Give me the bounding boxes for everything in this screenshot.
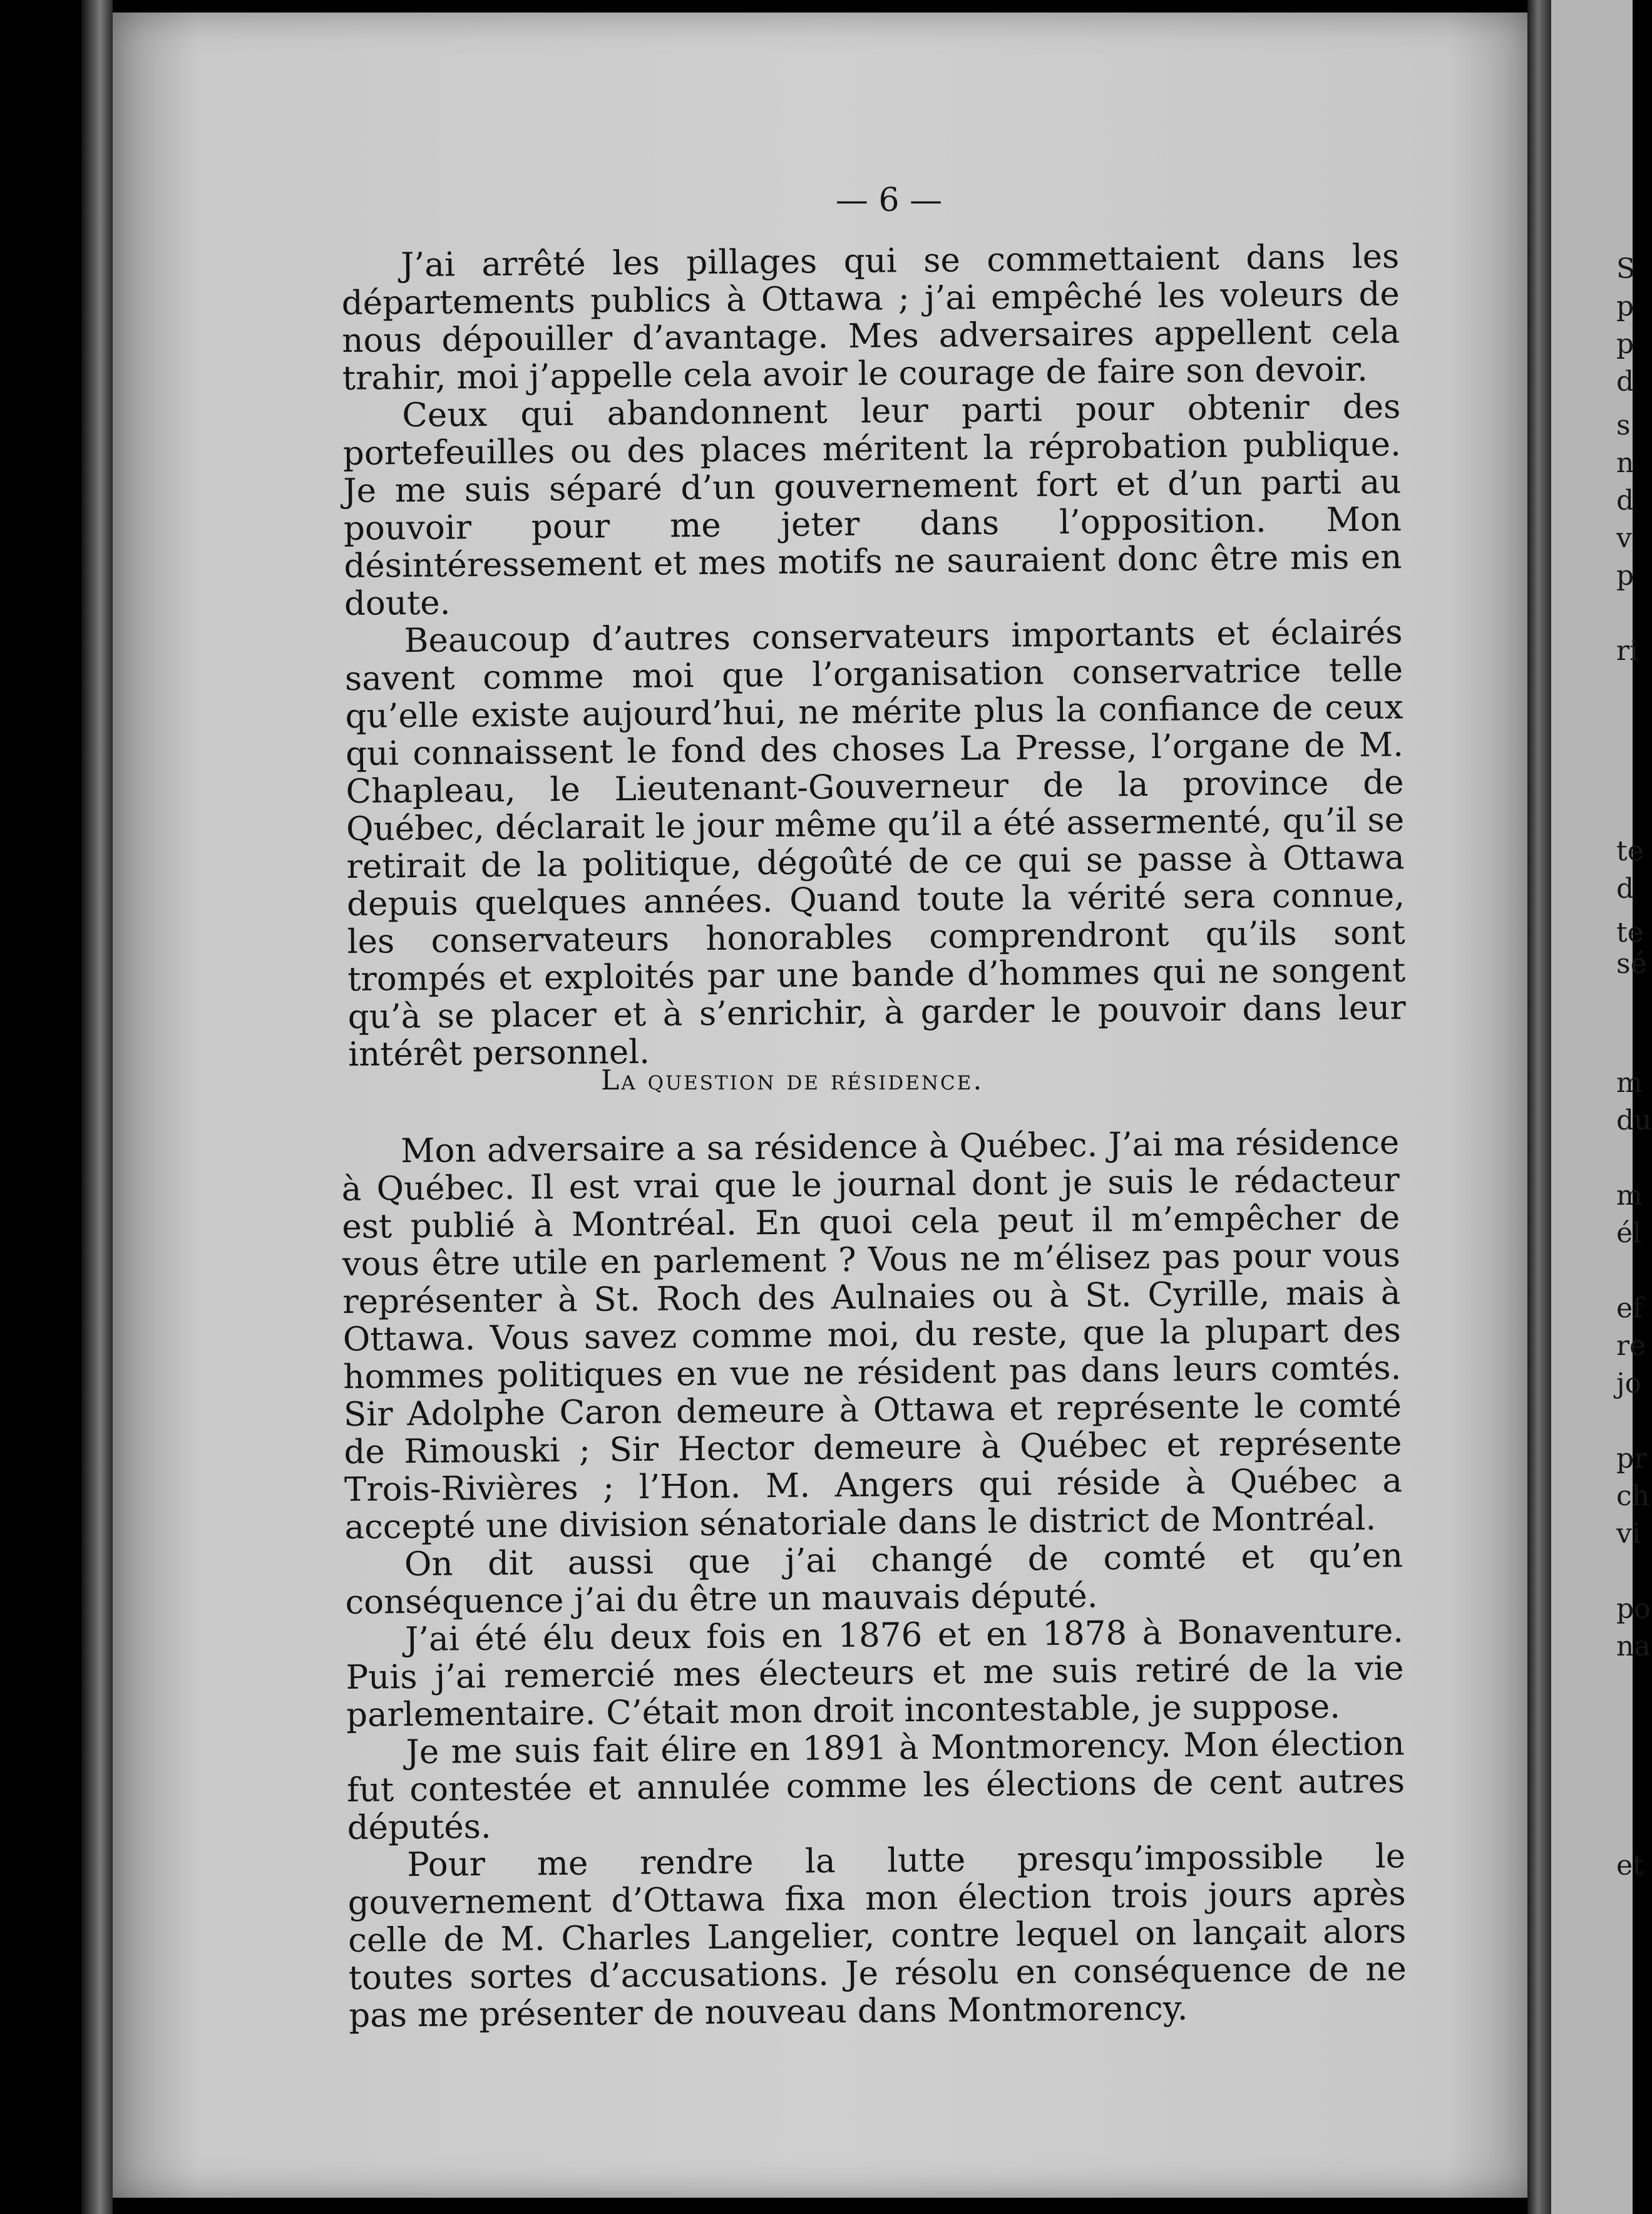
- adjacent-fragment: vi: [1616, 1518, 1641, 1550]
- adjacent-fragment: s: [1616, 409, 1631, 441]
- adjacent-fragment: na: [1616, 1630, 1651, 1662]
- adjacent-fragment: p: [1616, 328, 1634, 360]
- adjacent-fragment: re: [1616, 1330, 1646, 1362]
- section-heading: La question de résidence.: [601, 1064, 984, 1096]
- adjacent-fragment: te: [1616, 917, 1644, 949]
- adjacent-fragment: él: [1616, 1217, 1642, 1249]
- adjacent-fragment: du: [1616, 1104, 1652, 1136]
- adjacent-fragment: ch: [1616, 1480, 1649, 1512]
- adjacent-fragment: ri: [1616, 635, 1639, 667]
- adjacent-fragment: p: [1616, 560, 1634, 592]
- adjacent-fragment: et: [1616, 1850, 1644, 1882]
- adjacent-fragment: te: [1616, 835, 1644, 867]
- adjacent-fragment: d: [1616, 366, 1634, 398]
- adjacent-fragment: n: [1616, 447, 1634, 479]
- body-text-bottom: [341, 1124, 1407, 2035]
- body-text-top: [341, 238, 1406, 1074]
- adjacent-fragment: jo: [1616, 1367, 1642, 1399]
- paragraph: J’ai été élu deux fois en 1876 et en 1878 à Bonaventure. Puis j’ai remercié mes électeurs et me suis retiré de la vie parlementaire. C’était mon droit incontestable, je suppose.: [346, 1612, 1404, 1734]
- paragraph: Beaucoup d’autres conservateurs importants et éclairés savent comme moi que l’organisation conservatrice telle qu’elle existe aujourd’hui, ne mérite plus la confiance de ceux qui connaissent le fond des choses La Presse, l’organe de M. Chapleau, le Lieutenant-Gouverneur de la province de Québec, déclarait le jour même qu’il a été assermenté, qu’il se retirait de la politique, dégoûté de ce qui se passe à Ottawa depuis quelques années. Quand toute la vérité sera connue, les conservateurs honorables comprendront qu’ils sont trompés et exploités par une bande d’hommes qui ne songent qu’à se placer et à s’enrichir, à garder le pouvoir dans leur intérêt personnel.: [344, 613, 1406, 1074]
- adjacent-fragment: po: [1616, 1593, 1651, 1625]
- adjacent-fragment: m: [1616, 1067, 1643, 1099]
- book-binding: [1527, 0, 1551, 2214]
- paragraph: Je me suis fait élire en 1891 à Montmorency. Mon élection fut contestée et annulée comme les élections de cent autres députés.: [346, 1724, 1405, 1847]
- paragraph: Pour me rendre la lutte presqu’impossible le gouvernement d’Ottawa fixa mon élection trois jours après celle de M. Charles Langelier, contre lequel on lançait alors toutes sortes d’accusations. Je résolu en conséquence de ne pas me présenter de nouveau dans Montmorency.: [347, 1837, 1407, 2035]
- page-number: — 6 —: [835, 182, 943, 219]
- paragraph: Ceux qui abandonnent leur parti pour obtenir des portefeuilles ou des places méritent la réprobation publique. Je me suis séparé d’un gouvernement fort et d’un parti au pouvoir pour me jeter dans l’opposition. Mon désintéressement et mes motifs ne sauraient donc être mis en doute.: [342, 388, 1402, 623]
- paragraph: J’ai arrêté les pillages qui se commettaient dans les départements publics à Ottawa ; j’ai empêché les voleurs de nous dépouiller d’avantage. Mes adversaires appellent cela trahir, moi j’appelle cela avoir le courage de faire son devoir.: [341, 237, 1400, 398]
- paragraph: On dit aussi que j’ai changé de comté et qu’en conséquence j’ai du être un mauvais député.: [345, 1537, 1403, 1622]
- paragraph: Mon adversaire a sa résidence à Québec. J’ai ma résidence à Québec. Il est vrai que le journal dont je suis le rédacteur est publié à Montréal. En quoi cela peut il m’empêcher de vous être utile en parlement ? Vous ne m’élisez pas pour vous représenter à St. Roch des Aulnaies ou à St. Cyrille, mais à Ottawa. Vous savez comme moi, du reste, que la plupart des hommes politiques en vue ne résident pas dans leurs comtés. Sir Adolphe Caron demeure à Ottawa et représente le comté de Rimouski ; Sir Hector demeure à Québec et représente Trois-Rivières ; l’Hon. M. Angers qui réside à Québec a accepté une division sénatoriale dans le district de Montréal.: [341, 1123, 1403, 1547]
- adjacent-fragment: sé: [1616, 948, 1647, 980]
- adjacent-fragment: v: [1616, 522, 1632, 554]
- adjacent-fragment: ef: [1616, 1292, 1643, 1324]
- adjacent-fragment: m: [1616, 1180, 1643, 1212]
- adjacent-fragment: p: [1616, 291, 1634, 322]
- adjacent-fragment: d: [1616, 485, 1634, 517]
- adjacent-fragment: pr: [1616, 1443, 1648, 1475]
- adjacent-fragment: d: [1616, 873, 1634, 905]
- adjacent-fragment: S: [1616, 253, 1636, 285]
- left-book-edge: [81, 0, 113, 2214]
